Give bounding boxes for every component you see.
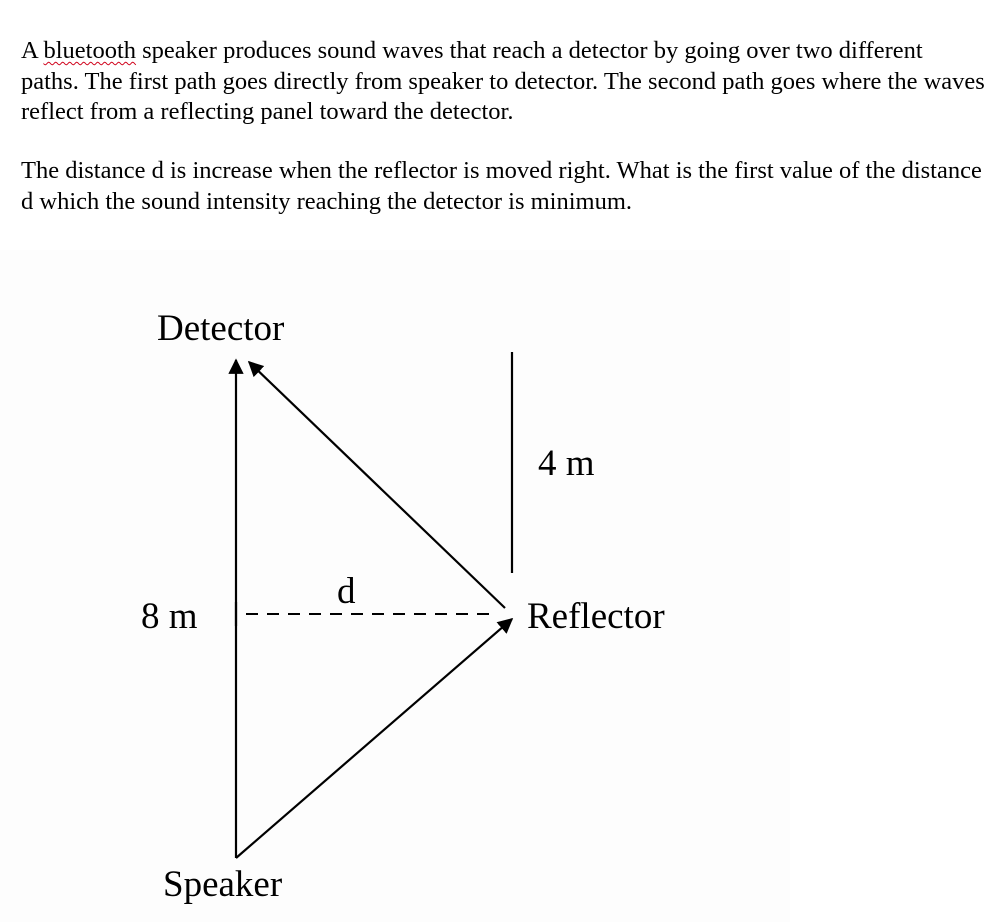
detector-label: Detector <box>157 308 285 349</box>
figure-background <box>0 250 790 922</box>
reflection-diagram <box>0 240 990 922</box>
distance-8m-label: 8 m <box>141 596 198 637</box>
question-prefix: A <box>21 37 44 64</box>
distance-d-label: d <box>337 571 356 612</box>
spellcheck-word: bluetooth <box>43 37 137 64</box>
speaker-label: Speaker <box>163 864 283 905</box>
question-paragraph-2: The distance d is increase when the reflector is moved right. What is the first value of the distance d which the sound intensity reaching the detector is minimum. <box>21 157 982 215</box>
distance-4m-label: 4 m <box>538 443 595 484</box>
question-paragraph-1 <box>21 36 986 128</box>
question-text: speaker produces sound waves that reach a detector by going over two different paths. The first path goes directly from speaker to detector. The second path goes where the waves reflect from a reflecting panel toward the detector. <box>21 37 985 125</box>
reflector-label: Reflector <box>527 596 665 637</box>
